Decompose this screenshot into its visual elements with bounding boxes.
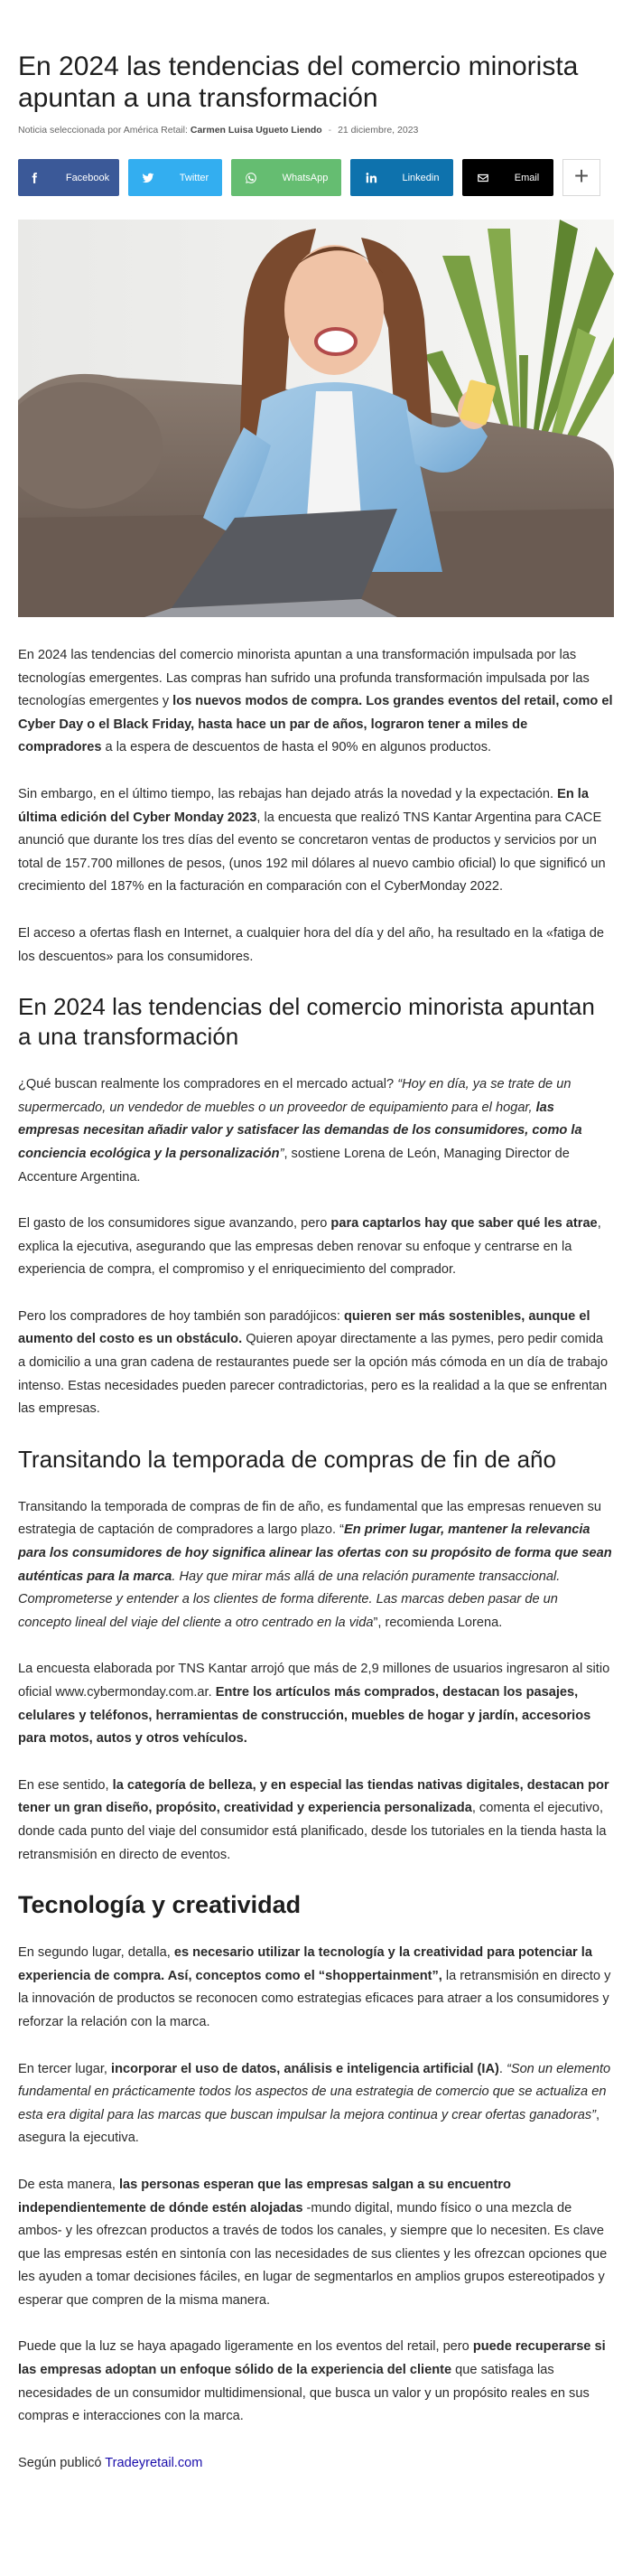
text-run: Puede que la luz se haya apagado ligeramente en los eventos del retail, pero (18, 2339, 473, 2355)
text-run: puede recuperarse si las empresas adoptan un enfoque sólido de la experiencia del cliente (18, 2339, 606, 2378)
paragraph (18, 1213, 614, 1282)
paragraph (18, 1496, 614, 1635)
text-run: , asegura la ejecutiva. (18, 2107, 600, 2146)
paragraph (18, 1073, 614, 1189)
text-run: la retransmisión en directo y la innovación de productos se reconocen como estrategias eficaces para atraer a los consumidores y reforzar la relación con la marca. (18, 1968, 611, 2029)
text-run: El gasto de los consumidores sigue avanzando, pero (18, 1216, 331, 1232)
paragraph (18, 1658, 614, 1750)
text-run: las empresas necesitan añadir valor y satisfacer las demandas de los consumidores, como la conciencia ecológica y la personalización (18, 1100, 582, 1161)
text-run: quieren ser más sostenibles, aunque el aumento del costo es un obstáculo. (18, 1308, 590, 1347)
envelope-icon (477, 172, 489, 184)
text-run: ¿Qué buscan realmente los compradores en el mercado actual? (18, 1077, 398, 1092)
source-link[interactable]: Tradeyretail.com (105, 2455, 203, 2470)
hero-image (18, 220, 614, 617)
text-run: , explica la ejecutiva, asegurando que las empresas deben renovar su enfoque y centrarse en la experiencia de compra, el compromiso y el enriquecimiento del comprador. (18, 1216, 601, 1278)
share-linkedin-button[interactable] (350, 159, 453, 196)
text-run: ” (279, 1146, 284, 1161)
text-run: . (498, 2061, 507, 2076)
text-run: Quieren apoyar directamente a las pymes, pero pedir comida a domicilio a una gran cadena de restaurantes puede ser la opción más cómoda en un día de trabajo intenso. Estas necesidades pueden parecer contradictorias, pero es la realidad a la que se enfrentan las empresas. (18, 1332, 609, 1417)
paragraph (18, 1306, 614, 1421)
text-run: la categoría de belleza, y en especial las tiendas nativas digitales, destacan por tener un gran diseño, propósito, creatividad y experiencia personalizada (18, 1777, 609, 1816)
text-run: “Hoy en día, ya se trate de un supermercado, un vendedor de muebles o un proveedor de equipamiento para el hogar, (18, 1077, 572, 1115)
text-run: a la espera de descuentos de hasta el 90% en algunos productos. (101, 740, 492, 755)
text-run: En la última edición del Cyber Monday 2023 (18, 786, 589, 825)
text-run: Pero los compradores de hoy también son paradójicos: (18, 1308, 344, 1324)
paragraph (18, 2174, 614, 2313)
article-title: En 2024 las tendencias del comercio minorista apuntan a una transformación (18, 52, 579, 113)
share-facebook-button[interactable] (18, 159, 119, 196)
facebook-icon (28, 172, 41, 184)
byline (18, 125, 614, 136)
text-run: En ese sentido, (18, 1777, 113, 1793)
text-run: incorporar el uso de datos, análisis e inteligencia artificial (IA) (111, 2061, 499, 2076)
byline-prefix: Noticia seleccionada por América Retail: (18, 125, 188, 136)
paragraph (18, 644, 614, 760)
whatsapp-icon (245, 172, 257, 184)
text-run: Transitando la temporada de compras de fin de año, es fundamental que las empresas renueven su estrategia de captación de compradores a largo plazo. “ (18, 1499, 602, 1538)
byline-separator: - (328, 125, 332, 136)
paragraph (18, 2058, 614, 2150)
text-run: las personas esperan que las empresas salgan a su encuentro independientemente de dónde estén alojadas (18, 2177, 511, 2215)
paragraph (18, 2336, 614, 2428)
share-email-button[interactable] (462, 159, 553, 196)
text-run: En primer lugar, mantener la relevancia para los consumidores de hoy significa alinear las ofertas con su propósito de forma que sean auténticas para la marca (18, 1522, 612, 1584)
text-run: -mundo digital, mundo físico o una mezcla de ambos- y les ofrezcan productos a través de todos los canales, y siempre que lo necesiten. Es clave que las empresas estén en sintonía con las necesidades de sus clientes y les ofrezcan opciones que les ayuden a tomar decisiones fáciles, en lugar de segmentarlos en amplios grupos estereotipados y esperar que compren de la misma manera. (18, 2200, 608, 2308)
linkedin-icon (365, 172, 377, 184)
paragraph (18, 1942, 614, 2034)
share-bar (18, 159, 614, 196)
text-run: es necesario utilizar la tecnología y la creatividad para potenciar la experiencia de compra. Así, conceptos como el “shoppertainment”, (18, 1945, 592, 1983)
text-run: ”, recomienda Lorena. (373, 1615, 503, 1630)
share-whatsapp-button[interactable] (231, 159, 341, 196)
text-run: Entre los artículos más comprados, destacan los pasajes, celulares y teléfonos, herramientas de construcción, muebles de hogar y jardín, accesorios para motos, autos y otros vehículos. (18, 1685, 591, 1747)
section-heading: Tecnología y creatividad (18, 1891, 302, 1919)
text-run: “Son un elemento fundamental en prácticamente todos los aspectos de una estrategia de comercio que se actualiza en esta era digital para las marcas que buscan impulsar la mejora continua y crear ofertas ganadoras” (18, 2061, 611, 2122)
text-run: La encuesta elaborada por TNS Kantar arrojó que más de 2,9 millones de usuarios ingresaron al sitio oficial www.cybermonday.com.ar. (18, 1662, 610, 1700)
text-run: , comenta el ejecutivo, donde cada punto del viaje del consumidor está planificado, desde los tutoriales en la tienda hasta la retransmisión en directo de eventos. (18, 1801, 607, 1862)
share-email-label: Email (514, 172, 540, 183)
paragraph (18, 923, 614, 969)
share-whatsapp-label: WhatsApp (282, 172, 329, 183)
section-heading: Transitando la temporada de compras de fin de año (18, 1445, 556, 1473)
text-run: . Hay que mirar más allá de una relación puramente transaccional. Comprometerse y entender a los clientes de forma diferente. Las marcas deben pasar de un concepto lineal del viaje del cliente a otro centrado en la vida (18, 1569, 561, 1630)
share-facebook-label: Facebook (65, 172, 110, 183)
text-run: que satisfaga las necesidades de un consumidor multidimensional, que busca un valor y un propósito reales en sus compras e interacciones con la marca. (18, 2363, 590, 2424)
source-credit (18, 2452, 614, 2476)
text-run: para captarlos hay que saber qué les atrae (330, 1216, 598, 1232)
twitter-icon (142, 172, 154, 184)
text-run: En tercer lugar, (18, 2061, 112, 2076)
share-linkedin-label: Linkedin (402, 172, 440, 183)
author-name[interactable]: Carmen Luisa Ugueto Liendo (190, 125, 322, 136)
paragraph (18, 783, 614, 899)
text-run: De esta manera, (18, 2177, 119, 2192)
text-run: , sostiene Lorena de León, Managing Director de Accenture Argentina. (18, 1146, 570, 1185)
text-run: , la encuesta que realizó TNS Kantar Argentina para CACE anunció que durante los tres días del evento se concretaron ventas de productos y servicios por un total de 157.700 millones de pesos, (unos 192 mil dólares al nuevo cambio oficial) lo que significó un crecimiento del 187% en la facturación en comparación con el CyberMonday 2022. (18, 810, 606, 895)
paragraph (18, 1775, 614, 1867)
share-twitter-button[interactable] (128, 159, 222, 196)
text-run: En segundo lugar, detalla, (18, 1945, 174, 1961)
share-more-button[interactable]: + (562, 159, 600, 196)
text-run: Sin embargo, en el último tiempo, las rebajas han dejado atrás la novedad y la expectación. (18, 786, 558, 801)
section-heading: En 2024 las tendencias del comercio minorista apuntan a una transformación (18, 993, 595, 1051)
text-run: En 2024 las tendencias del comercio minorista apuntan a una transformación impulsada por las tecnologías emergentes. Las compras han sufrido una profunda transformación impulsada por las tecnologías emergentes y (18, 648, 590, 709)
publish-date: 21 diciembre, 2023 (338, 125, 419, 136)
text-run: El acceso a ofertas flash en Internet, a cualquier hora del día y del año, ha resultado en la «fatiga de los descuentos» para los consumidores. (18, 925, 605, 964)
source-prefix: Según publicó (18, 2455, 106, 2470)
text-run: los nuevos modos de compra. Los grandes eventos del retail, como el Cyber Day o el Black Friday, hasta hace un par de años, lograron tener a miles de compradores (18, 694, 613, 755)
article-body (18, 644, 614, 2475)
share-twitter-label: Twitter (179, 172, 209, 183)
